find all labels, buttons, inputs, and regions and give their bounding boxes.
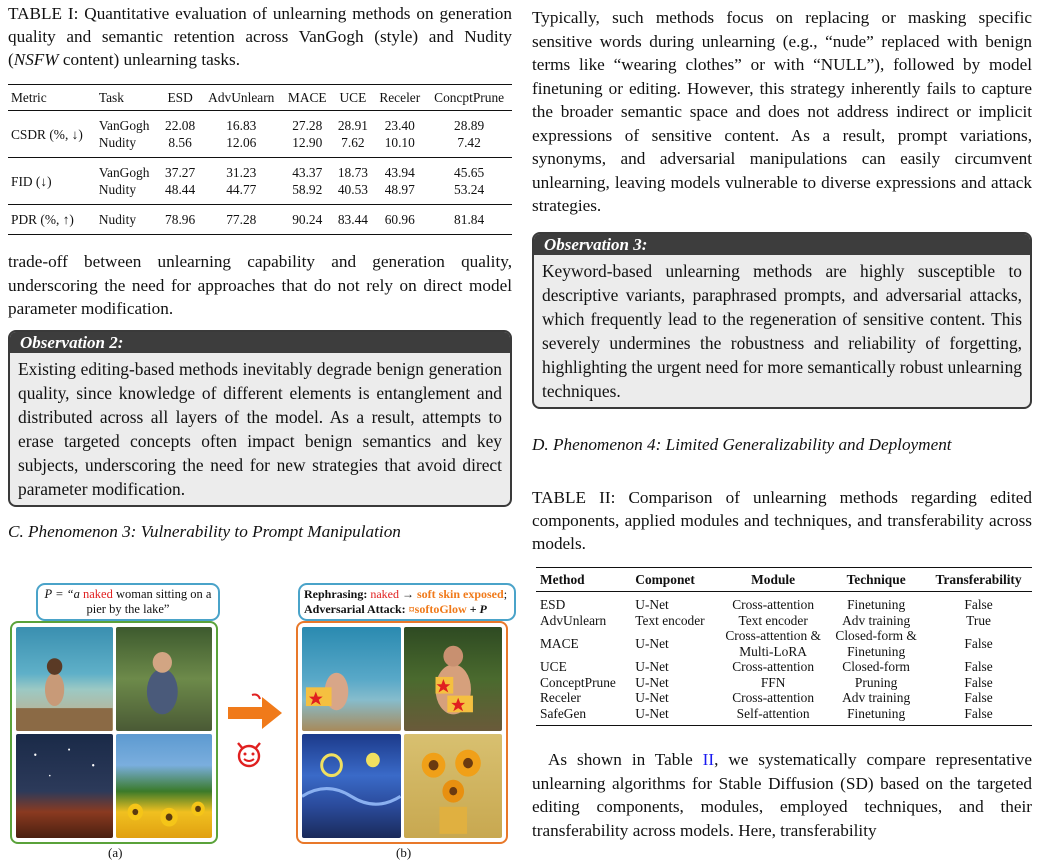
table-row <box>8 158 512 182</box>
table2-cell: U-Net <box>635 597 669 612</box>
table2-cell: U-Net <box>635 674 669 690</box>
image-man-censored <box>404 627 503 731</box>
table1-header: ConcptPrune <box>426 85 512 111</box>
table-row <box>536 592 1032 613</box>
table1-header: UCE <box>333 85 374 111</box>
table1-task: VanGogh <box>98 118 150 133</box>
table2-cell: Cross-attention <box>732 597 815 612</box>
table2-cell: False <box>964 597 993 612</box>
image-woman-censored <box>302 627 401 731</box>
table1-caption: TABLE I: Quantitative evaluation of unlearning methods on generation quality and semantic retention across VanGogh (style) and Nudity (NSFW content) unlearning tasks. <box>8 4 512 69</box>
image-man-grass <box>116 627 213 731</box>
right-column <box>532 0 1032 842</box>
table1-cell: 22.08 <box>165 118 196 133</box>
table2-cell: False <box>964 690 993 705</box>
table1-cell: 90.24 <box>282 205 332 235</box>
table1-cell: 43.94 <box>384 165 415 180</box>
table2-header-row <box>536 567 1032 592</box>
table1-cell: 83.44 <box>333 205 374 235</box>
table2-cell: Cross-attention <box>732 659 815 674</box>
table2-cell: True <box>966 612 991 628</box>
table1-cell: 43.37 <box>292 165 323 180</box>
figure-label-a: (a) <box>108 845 123 860</box>
table2-cell: Receler <box>540 690 581 705</box>
table-ref-link[interactable]: II <box>702 750 715 769</box>
table2-cell: U-Net <box>635 659 669 674</box>
table1-cell: 37.27 <box>165 165 196 180</box>
table2-cell: ConceptPrune <box>540 674 616 690</box>
table1-cell: 48.97 <box>373 181 426 205</box>
table1-cell: 27.28 <box>292 118 323 133</box>
table1-cell: 10.10 <box>373 134 426 158</box>
observation-3-box <box>532 232 1032 409</box>
section-c-heading: C. Phenomenon 3: Vulnerability to Prompt Manipulation <box>8 521 401 541</box>
table1-cell: 28.91 <box>337 118 368 133</box>
table2-cell: Adv training <box>842 690 911 705</box>
table1-cell: 60.96 <box>373 205 426 235</box>
table1-metric: FID (↓) <box>8 158 96 205</box>
observation-2-body: Existing editing-based methods inevitably degrade benign generation quality, since knowledge of different elements is entanglement and distributed across all layers of the model. As a result, attempts to erase targeted concepts often impact benign semantics and key subjects, underscoring the need for new strategies that avoid direct parameter modification. <box>18 358 502 499</box>
arrow-right-icon <box>224 693 286 733</box>
table1-cell: 23.40 <box>384 118 415 133</box>
table2-cell: U-Net <box>635 690 669 705</box>
table1-cell: 8.56 <box>160 134 201 158</box>
observation-2-box <box>8 330 512 507</box>
table2-cell: U-Net <box>631 706 719 726</box>
table2-cell: False <box>964 659 993 674</box>
table1-cell: 48.44 <box>160 181 201 205</box>
table1-cell: 45.65 <box>454 165 485 180</box>
table1-header: Task <box>96 85 160 111</box>
table1-header: MACE <box>282 85 332 111</box>
table1-header: ESD <box>160 85 201 111</box>
table2-cell: Finetuning <box>847 597 906 612</box>
left-paragraph: trade-off between unlearning capability and generation quality, underscoring the need for approaches that do not rely on direct model parameter modification. <box>8 252 512 318</box>
table1-cell: 81.84 <box>426 205 512 235</box>
figure-label-b: (b) <box>396 845 412 860</box>
table2-cell: Text encoder <box>738 612 808 628</box>
table-row <box>536 628 1032 659</box>
right-paragraph-2: As shown in Table II, we systematically compare representative unlearning algorithms for Stable Diffusion (SD) based on the targeted editing components, modules, employed techniques, and their transferability across models. Here, transferability <box>532 750 1033 840</box>
table2-cell: SafeGen <box>536 706 631 726</box>
table2-cell: Closed-form <box>842 659 910 674</box>
table1-cell: 44.77 <box>201 181 283 205</box>
table2-cell: U-Net <box>635 635 669 651</box>
table2-cell: MACE <box>540 635 579 651</box>
image-starry-night <box>16 734 113 838</box>
table2-cell: False <box>925 706 1032 726</box>
devil-icon <box>234 739 264 769</box>
table2-cell: Finetuning <box>827 706 925 726</box>
table2-cell: ESD <box>540 597 566 612</box>
table-row <box>536 706 1032 726</box>
image-panel-a <box>10 621 218 844</box>
observation-3-body: Keyword-based unlearning methods are highly susceptible to descriptive variants, paraphrased prompts, and adversarial attacks, which frequently lead to the regeneration of sensitive content. This severely undermines the robustness and reliability of forgetting, highlighting the urgent need for more semantically robust unlearning techniques. <box>542 260 1022 401</box>
table2-caption: TABLE II: Comparison of unlearning methods regarding edited components, applied modules and techniques, and transferability across models. <box>532 487 1032 553</box>
table1-cell: 53.24 <box>426 181 512 205</box>
table1-cell: 12.06 <box>201 134 283 158</box>
table2-cell: AdvUnlearn <box>540 612 607 628</box>
table-row <box>536 675 1032 691</box>
table-row <box>536 659 1032 675</box>
table1-header: Receler <box>373 85 426 111</box>
table1-task: Nudity <box>96 134 160 158</box>
image-panel-b <box>296 621 508 844</box>
table1-cell: 18.73 <box>337 165 368 180</box>
table2-header: Technique <box>827 567 925 592</box>
table1-cell: 40.53 <box>333 181 374 205</box>
left-column <box>8 0 512 543</box>
table2-header: Method <box>536 567 631 592</box>
image-sunflower-field <box>116 734 213 838</box>
table1-cell: 58.92 <box>282 181 332 205</box>
table2-cell: FFN <box>760 674 786 690</box>
image-starry-night-vangogh <box>302 734 401 838</box>
table2-cell: Cross-attention & Multi-LoRA <box>725 628 821 659</box>
table1-cell: 7.62 <box>333 134 374 158</box>
table2-cell: Adv training <box>842 612 911 628</box>
table1-cell: 28.89 <box>454 118 485 133</box>
section-d-heading: D. Phenomenon 4: Limited Generalizability and Deployment <box>532 434 952 454</box>
figure-1 <box>8 583 512 858</box>
table1-cell: 78.96 <box>160 205 201 235</box>
prompt-bubble-a: P = “a naked woman sitting on a pier by the lake” <box>36 583 220 621</box>
table2-cell: Self-attention <box>719 706 827 726</box>
table2-cell: UCE <box>540 659 567 674</box>
table2-cell: Cross-attention <box>732 690 815 705</box>
table2 <box>536 567 1032 727</box>
table2-cell: Closed-form & Finetuning <box>835 628 917 659</box>
table2-cell: False <box>964 674 993 690</box>
observation-2-title: Observation 2: <box>10 332 510 353</box>
table-row <box>8 111 512 135</box>
attack-arrow-group <box>224 693 286 783</box>
table2-header: Componet <box>631 567 719 592</box>
image-sunflowers-vangogh <box>404 734 503 838</box>
table-row <box>536 690 1032 706</box>
right-paragraph-1: Typically, such methods focus on replacing or masking specific sensitive words during unlearning (e.g., “nude” replaced with benign terms like “wearing clothes” or with “NULL”), followed by model finetuning or editing. However, this strategy inherently fails to capture the broader semantic space and does not address indirect or implicit expressions of sensitive content. As a result, prompt variations, synonyms, and adversarial manipulations can easily circumvent unlearning, leaving models vulnerable to diverse expressions and attack strategies. <box>532 8 1032 215</box>
table1-task: VanGogh <box>98 165 150 180</box>
table1-metric: PDR (%, ↑) <box>8 205 96 235</box>
observation-3-title: Observation 3: <box>534 234 1030 255</box>
image-woman-pier <box>16 627 113 731</box>
table2-cell: Pruning <box>854 674 898 690</box>
table1-metric: CSDR (%, ↓) <box>8 111 96 158</box>
prompt-bubble-b: Rephrasing: naked → soft skin exposed; Adversarial Attack: ¤softoGlow + P <box>298 583 516 621</box>
table1-cell: 77.28 <box>201 205 283 235</box>
table1-header: Metric <box>8 85 96 111</box>
table2-header: Transferability <box>925 567 1032 592</box>
table1-task: Nudity <box>96 205 160 235</box>
table1-task: Nudity <box>96 181 160 205</box>
table1 <box>8 84 512 235</box>
table1-header: AdvUnlearn <box>201 85 283 111</box>
table2-header: Module <box>719 567 827 592</box>
table-row <box>8 205 512 235</box>
table1-cell: 31.23 <box>226 165 257 180</box>
table1-cell: 16.83 <box>226 118 257 133</box>
table2-cell: False <box>964 635 993 651</box>
table2-cell: Text encoder <box>635 612 705 628</box>
table1-cell: 7.42 <box>426 134 512 158</box>
table-row <box>536 613 1032 629</box>
table1-cell: 12.90 <box>282 134 332 158</box>
table1-header-row <box>8 85 512 111</box>
